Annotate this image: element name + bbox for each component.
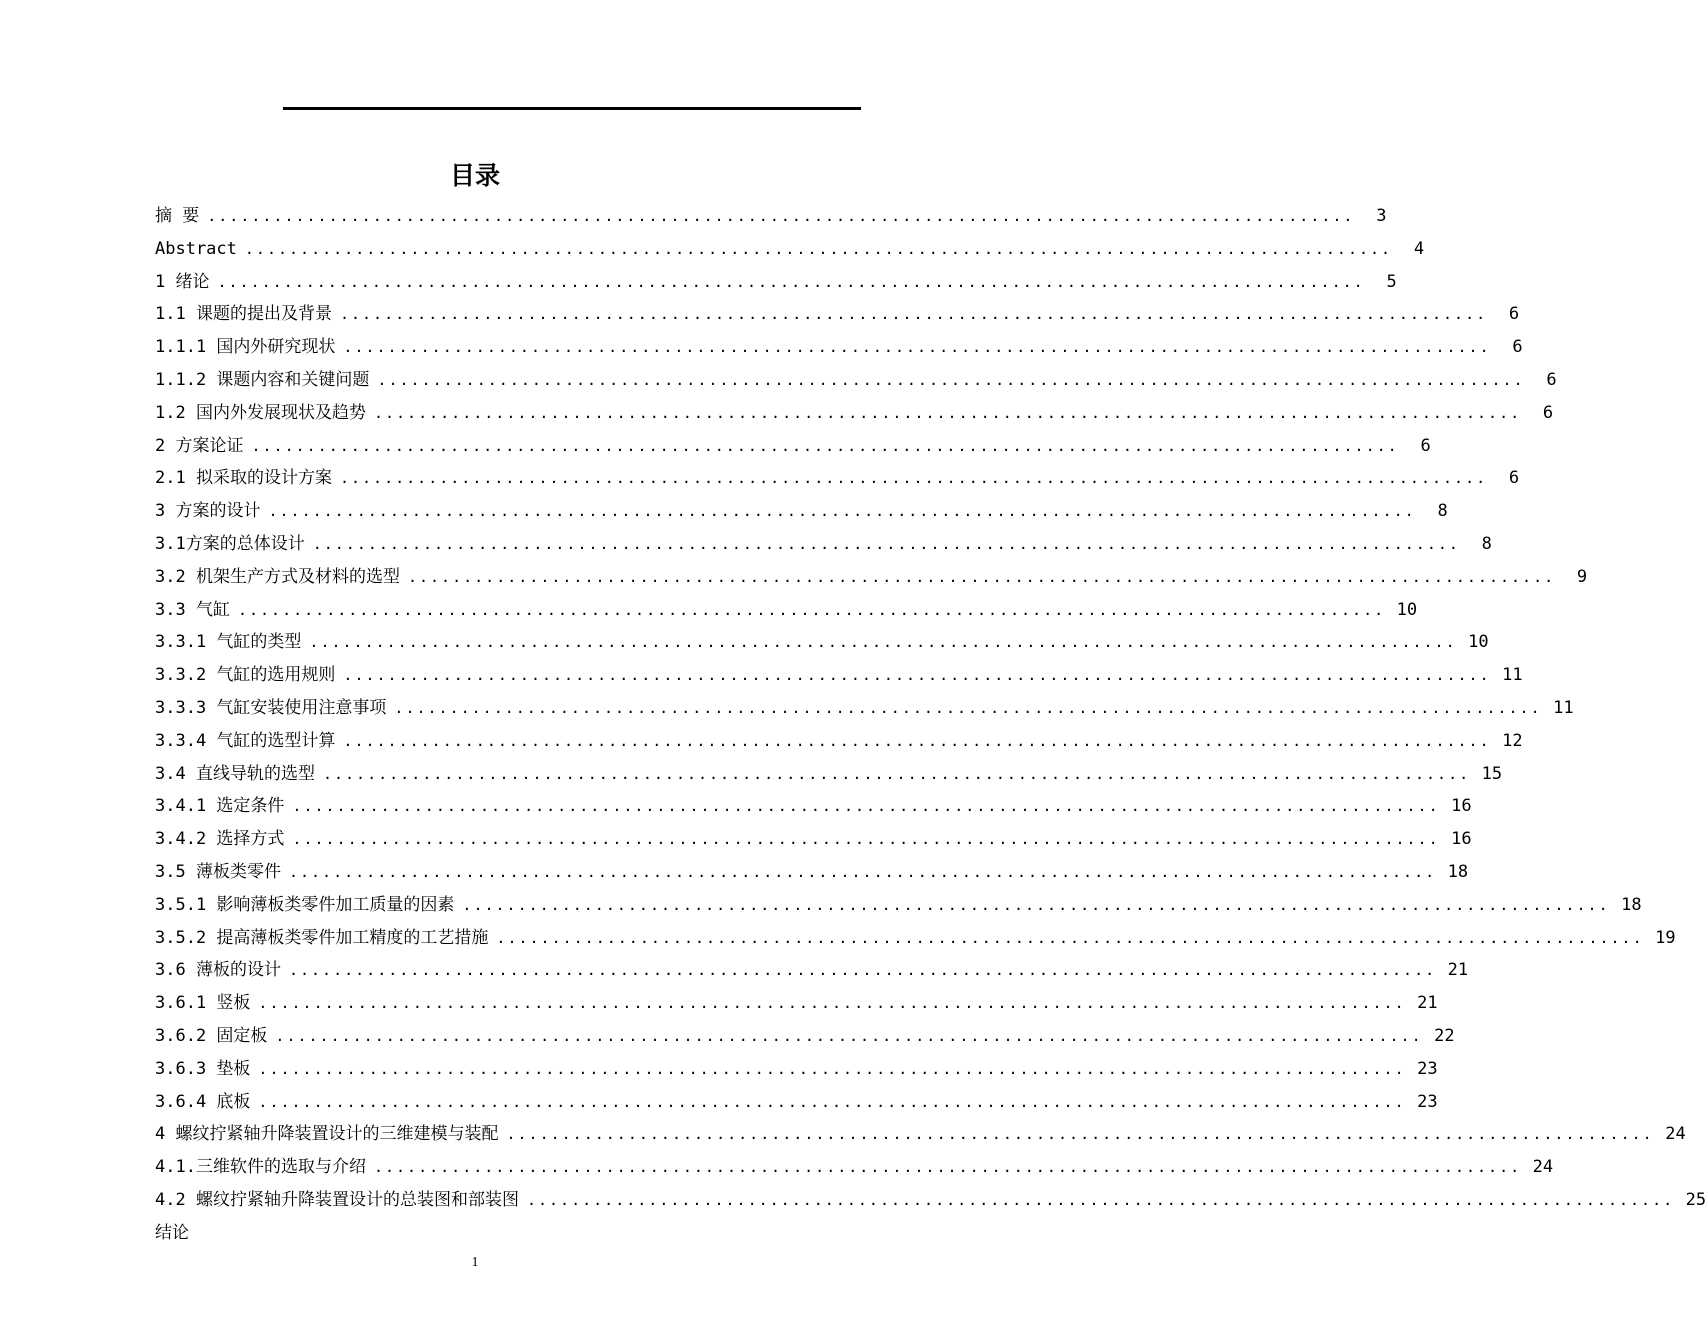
toc-leader-dots: ........................................................................................................ (343, 731, 1491, 750)
toc-entry[interactable] (155, 1184, 1706, 1217)
toc-entry-label: 3 方案的设计 (155, 501, 261, 522)
toc-entry[interactable] (155, 528, 1492, 561)
toc-entry-label: 4.2 螺纹拧紧轴升降装置设计的总装图和部装图 (155, 1189, 519, 1210)
toc-entry[interactable] (155, 331, 1523, 364)
toc-entry-page: 5 (1386, 271, 1397, 292)
toc-entry[interactable] (155, 1151, 1554, 1184)
toc-entry-page: 19 (1655, 927, 1676, 948)
toc-entry-label: 3.3.2 气缸的选用规则 (155, 665, 336, 686)
toc-entry[interactable] (155, 790, 1472, 823)
toc-leader-dots: ........................................................................................................ (343, 666, 1491, 685)
toc-entry-page: 21 (1447, 960, 1469, 981)
toc-entry-page: 6 (1508, 468, 1520, 489)
toc-entry-label: 1.1 课题的提出及背景 (155, 304, 332, 325)
toc-entry-label: 3.6.3 垫板 (155, 1058, 251, 1079)
toc-entry-page: 3 (1376, 206, 1387, 226)
toc-entry[interactable] (155, 954, 1469, 987)
toc-entry-label: 3.3.3 气缸安装使用注意事项 (155, 697, 387, 718)
toc-entry-label: 4.1.三维软件的选取与介绍 (155, 1157, 366, 1178)
toc-entry-label: 4 螺纹拧紧轴升降装置设计的三维建模与装配 (155, 1124, 499, 1145)
toc-entry-page: 4 (1413, 238, 1425, 259)
toc-entry-page: 23 (1417, 1091, 1438, 1112)
toc-entry-label: 结论 (155, 1222, 189, 1243)
toc-leader-dots: ........................................................................................................ (292, 797, 1440, 816)
toc-leader-dots: ........................................................................................................ (373, 1158, 1522, 1177)
toc-entry-page: 6 (1512, 337, 1523, 358)
toc-entry-label: 1.1.1 国内外研究现状 (155, 337, 336, 358)
toc-leader-dots: ........................................................................................................ (496, 928, 1644, 947)
toc-leader-dots: ........................................................................................................ (288, 862, 1437, 881)
toc-entry-page: 6 (1508, 304, 1520, 325)
toc-entry[interactable] (155, 626, 1489, 659)
toc-entry[interactable] (155, 561, 1588, 594)
toc-entry[interactable] (155, 1020, 1455, 1053)
toc-entry[interactable] (155, 922, 1676, 955)
toc-leader-dots: ........................................................................................................ (217, 272, 1365, 291)
toc-entry-label: 3.6.4 底板 (155, 1091, 251, 1112)
toc-entry-label: 3.5.2 提高薄板类零件加工精度的工艺措施 (155, 927, 489, 948)
toc-leader-dots: ........................................................................................................ (292, 830, 1440, 849)
toc-entry-page: 10 (1468, 632, 1489, 653)
toc-entry-page: 11 (1553, 697, 1574, 718)
toc-entry-label: 3.5.1 影响薄板类零件加工质量的因素 (155, 894, 455, 915)
toc-entry-label: 3.2 机架生产方式及材料的选型 (155, 566, 400, 587)
page-title: 目录 (449, 161, 500, 190)
toc-entry[interactable] (155, 856, 1469, 889)
toc-entry-label: 1 绪论 (155, 271, 210, 292)
toc-entry-page: 16 (1451, 829, 1472, 850)
page-number: 1 (471, 1255, 479, 1270)
toc-entry-label: 3.4 直线导轨的选型 (155, 763, 315, 784)
toc-entry[interactable] (155, 1053, 1438, 1086)
toc-entry[interactable] (155, 364, 1557, 397)
toc-entry[interactable] (155, 298, 1520, 331)
toc-leader-dots: ........................................................................................................ (462, 895, 1610, 914)
toc-entry-page: 23 (1417, 1058, 1438, 1079)
toc-entry-label: 3.4.2 选择方式 (155, 829, 285, 850)
toc-entry[interactable] (155, 462, 1520, 495)
toc-leader-dots: ........................................................................................................ (207, 207, 1355, 225)
toc-entry-page: 18 (1447, 861, 1469, 882)
toc-entry[interactable] (155, 692, 1574, 725)
toc-entry-page: 24 (1665, 1124, 1686, 1145)
toc-leader-dots: ........................................................................................................ (506, 1125, 1654, 1144)
toc-leader-dots: ........................................................................................................ (237, 600, 1386, 619)
toc-leader-dots: ........................................................................................................ (373, 403, 1522, 422)
toc-entry-label: 3.4.1 选定条件 (155, 796, 285, 817)
toc-leader-dots: ........................................................................................................ (394, 698, 1542, 717)
toc-leader-dots: ........................................................................................................ (407, 567, 1556, 586)
toc-entry-label: 3.3.1 气缸的类型 (155, 632, 302, 653)
toc-leader-dots: ........................................................................................................ (377, 370, 1525, 389)
toc-leader-dots: ........................................................................................................ (258, 1092, 1406, 1111)
toc-entry[interactable] (155, 397, 1554, 430)
toc-entry[interactable] (155, 725, 1523, 758)
toc-entry-page: 12 (1502, 730, 1523, 751)
toc-leader-dots: ........................................................................................................ (343, 338, 1491, 357)
toc-entry-page: 8 (1437, 501, 1448, 522)
toc-entry-label: Abstract (155, 238, 237, 259)
toc-leader-dots: ........................................................................................................ (526, 1190, 1675, 1209)
toc-entry[interactable] (155, 987, 1438, 1020)
toc-entry-label: 3.6.1 竖板 (155, 993, 251, 1014)
toc-entry[interactable] (155, 594, 1418, 627)
toc-entry-page: 15 (1481, 763, 1503, 784)
toc-leader-dots: ........................................................................................................ (309, 633, 1457, 652)
toc-entry-page: 8 (1481, 533, 1492, 554)
toc-entry[interactable] (155, 1118, 1686, 1151)
toc-entry-label: 摘 要 (155, 206, 200, 226)
toc-leader-dots: ........................................................................................................ (339, 305, 1488, 324)
header-rule (283, 107, 861, 110)
toc-leader-dots: ........................................................................................................ (275, 1026, 1423, 1045)
toc-leader-dots: ........................................................................................................ (339, 469, 1488, 488)
toc-entry-label: 2.1 拟采取的设计方案 (155, 468, 332, 489)
toc-entry[interactable] (155, 758, 1503, 791)
toc-entry[interactable] (155, 233, 1425, 266)
toc-entry-page: 24 (1532, 1157, 1554, 1178)
table-of-contents (155, 200, 1706, 1250)
toc-entry-page: 9 (1576, 566, 1588, 587)
toc-entry-page: 18 (1621, 894, 1642, 915)
toc-leader-dots: ........................................................................................................ (258, 994, 1406, 1013)
toc-entry[interactable] (155, 200, 1387, 233)
toc-entry[interactable] (155, 1086, 1438, 1119)
toc-entry[interactable] (155, 1217, 845, 1250)
toc-entry-label: 3.5 薄板类零件 (155, 861, 281, 882)
toc-entry[interactable] (155, 823, 1472, 856)
toc-leader-dots: ........................................................................................................ (322, 764, 1471, 783)
toc-entry-page: 6 (1420, 435, 1431, 456)
toc-entry-label: 3.3.4 气缸的选型计算 (155, 730, 336, 751)
toc-entry-page: 21 (1417, 993, 1438, 1014)
toc-leader-dots: ........................................................................................................ (251, 436, 1399, 455)
toc-entry-page: 10 (1396, 599, 1418, 620)
toc-entry-label: 2 方案论证 (155, 435, 244, 456)
toc-leader-dots: ........................................................................................................ (288, 961, 1437, 980)
toc-leader-dots: ........................................................................................................ (312, 534, 1460, 553)
toc-entry[interactable] (155, 495, 1448, 528)
toc-entry-page: 6 (1542, 402, 1554, 423)
toc-entry-label: 3.6.2 固定板 (155, 1025, 268, 1046)
toc-entry-label: 3.1方案的总体设计 (155, 533, 305, 554)
toc-entry-page: 25 (1685, 1189, 1706, 1210)
toc-entry-page: 11 (1502, 665, 1523, 686)
toc-entry-page: 6 (1546, 369, 1557, 390)
toc-entry-page: 22 (1434, 1025, 1455, 1046)
toc-leader-dots: ........................................................................................................ (244, 239, 1393, 258)
toc-entry-page: 16 (1451, 796, 1472, 817)
toc-entry-label: 3.6 薄板的设计 (155, 960, 281, 981)
toc-entry-label: 3.3 气缸 (155, 599, 230, 620)
toc-leader-dots: ........................................................................................................ (258, 1059, 1406, 1078)
toc-entry[interactable] (155, 659, 1523, 692)
toc-leader-dots: ........................................................................................................ (268, 502, 1416, 521)
toc-entry-label: 1.2 国内外发展现状及趋势 (155, 402, 366, 423)
toc-entry[interactable] (155, 266, 1397, 299)
toc-entry[interactable] (155, 430, 1431, 463)
toc-entry-label: 1.1.2 课题内容和关键问题 (155, 369, 370, 390)
toc-entry[interactable] (155, 889, 1642, 922)
